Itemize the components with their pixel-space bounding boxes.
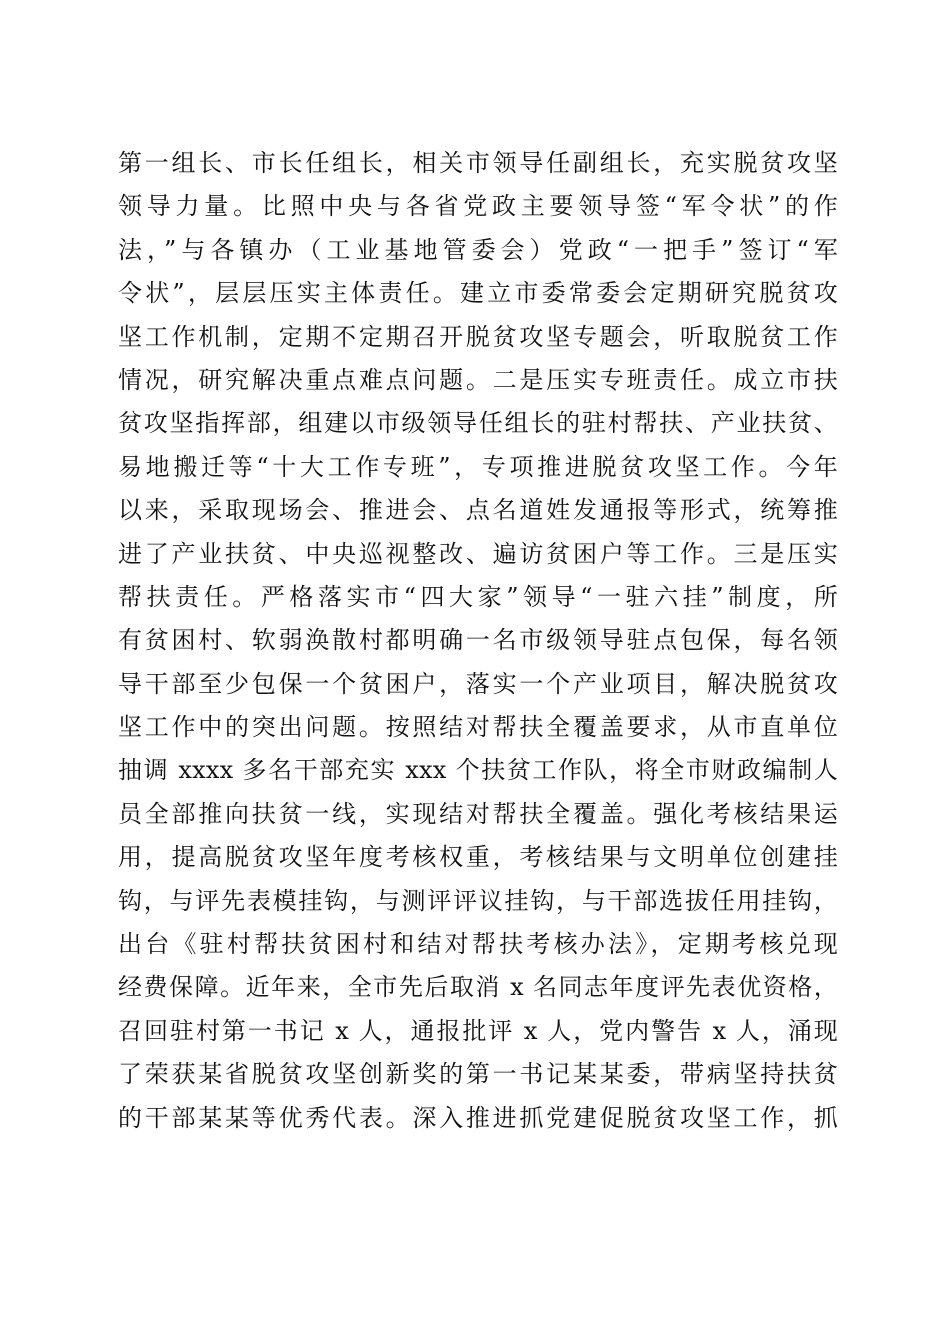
text-line: 经费保障。近年来，全市先后取消 x 名同志年度评先表优资格，	[118, 973, 838, 1002]
text-line: 进了产业扶贫、中央巡视整改、遍访贫困户等工作。三是压实	[118, 539, 838, 568]
text-line: 导干部至少包保一个贫困户，落实一个产业项目，解决脱贫攻	[118, 669, 838, 698]
text-line: 情况，研究解决重点难点问题。二是压实专班责任。成立市扶	[118, 365, 838, 394]
text-line: 坚工作中的突出问题。按照结对帮扶全覆盖要求，从市直单位	[118, 713, 838, 742]
text-line: 以来，采取现场会、推进会、点名道姓发通报等形式，统筹推	[118, 496, 838, 525]
text-line: 领导力量。比照中央与各省党政主要领导签“军令状”的作	[118, 192, 838, 221]
text-line: 法，”与各镇办（工业基地管委会）党政“一把手”签订“军	[118, 235, 838, 264]
text-line: 坚工作机制，定期不定期召开脱贫攻坚专题会，听取脱贫工作	[118, 322, 838, 351]
text-line: 出台《驻村帮扶贫困村和结对帮扶考核办法》，定期考核兑现	[118, 930, 838, 959]
text-line: 了荣获某省脱贫攻坚创新奖的第一书记某某委，带病坚持扶贫	[118, 1060, 838, 1089]
text-line: 帮扶责任。严格落实市“四大家”领导“一驻六挂”制度，所	[118, 582, 838, 611]
text-line: 令状”，层层压实主体责任。建立市委常委会定期研究脱贫攻	[118, 279, 838, 308]
text-line: 第一组长、市长任组长，相关市领导任副组长，充实脱贫攻坚	[118, 149, 838, 177]
text-line: 抽调 xxxx 多名干部充实 xxx 个扶贫工作队，将全市财政编制人	[118, 756, 838, 785]
text-line: 召回驻村第一书记 x 人，通报批评 x 人，党内警告 x 人，涌现	[118, 1016, 838, 1045]
body-paragraph	[118, 142, 838, 1140]
text-line: 员全部推向扶贫一线，实现结对帮扶全覆盖。强化考核结果运	[118, 799, 838, 828]
text-line: 钩，与评先表模挂钩，与测评评议挂钩，与干部选拔任用挂钩，	[118, 886, 838, 915]
text-line: 有贫困村、软弱涣散村都明确一名市级领导驻点包保，每名领	[118, 626, 838, 655]
text-line: 用，提高脱贫攻坚年度考核权重，考核结果与文明单位创建挂	[118, 843, 838, 872]
text-line: 的干部某某等优秀代表。深入推进抓党建促脱贫攻坚工作，抓	[118, 1103, 838, 1132]
text-line: 贫攻坚指挥部，组建以市级领导任组长的驻村帮扶、产业扶贫、	[118, 409, 838, 438]
text-line: 易地搬迁等“十大工作专班”，专项推进脱贫攻坚工作。今年	[118, 452, 838, 481]
